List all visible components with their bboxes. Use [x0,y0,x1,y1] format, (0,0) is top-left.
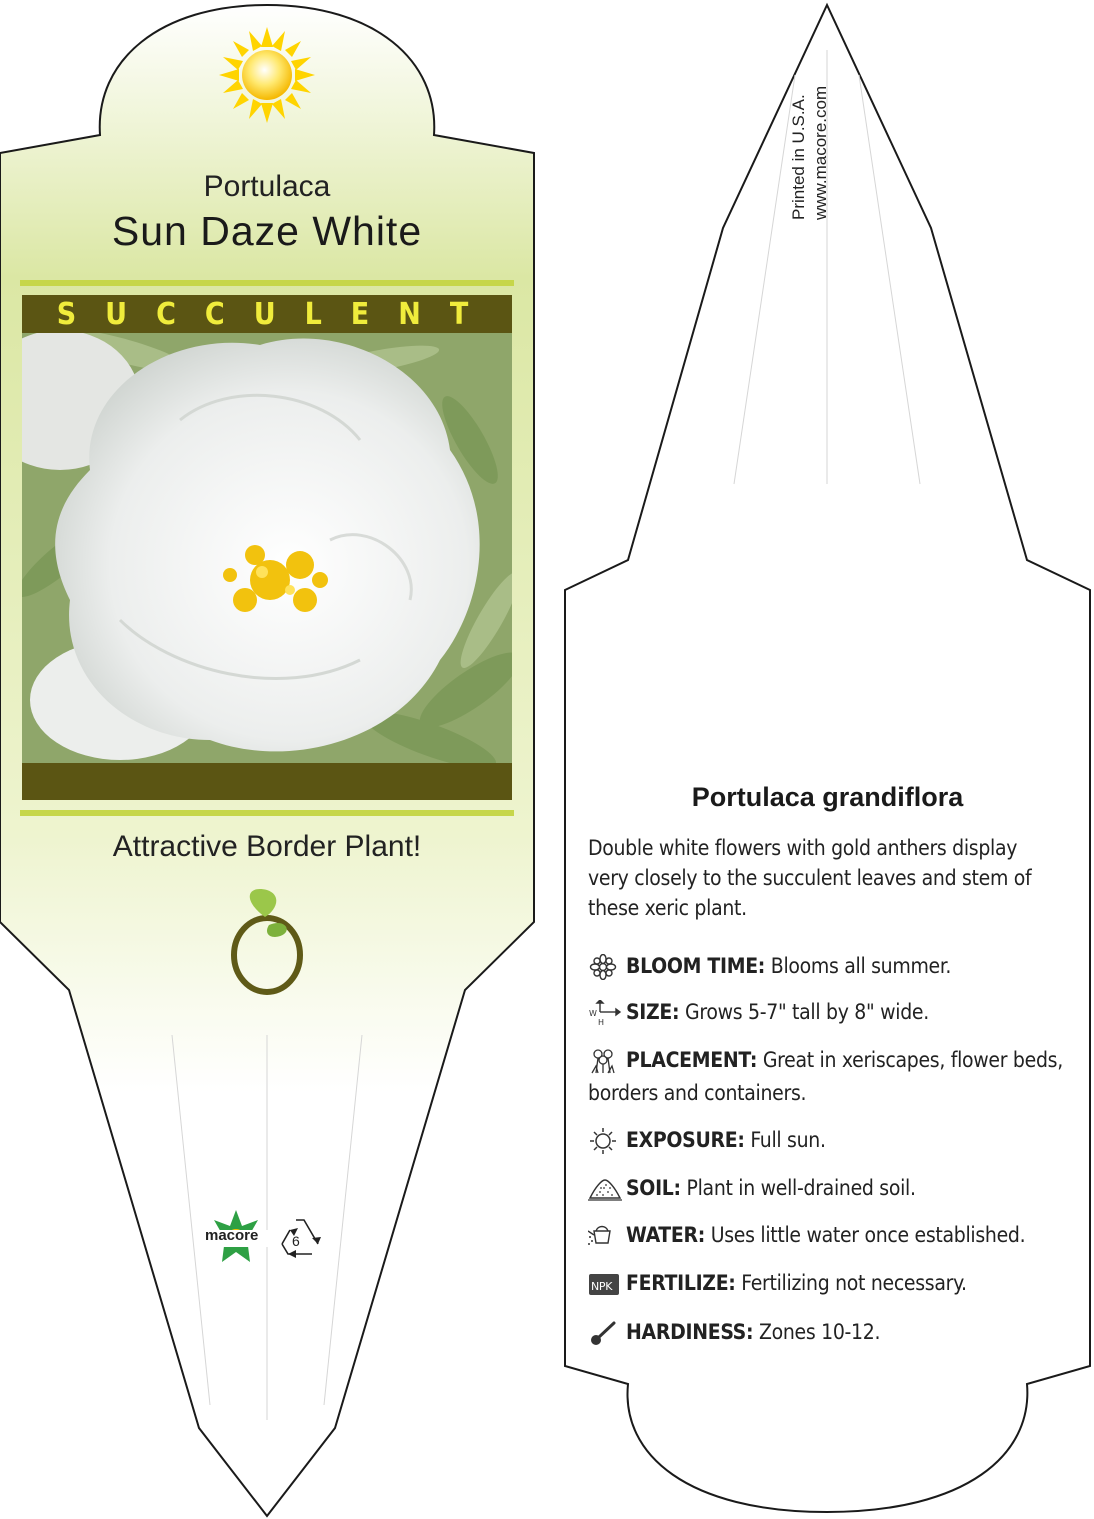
plant-description: Double white flowers with gold anthers display very closely to the succulent leaves and stem of these xeric plant. [588,836,1032,920]
sun-outline-icon [588,1128,622,1154]
care-value: Full sun. [750,1128,826,1152]
svg-text:NPK: NPK [591,1280,613,1293]
plant-variety: Sun Daze White [111,208,423,254]
flower-photo [0,320,529,779]
care-exposure [588,1124,1063,1157]
soil-pile-icon [588,1176,622,1202]
sun-icon [219,27,315,123]
care-bloom-time [588,950,1063,983]
care-soil [588,1172,1063,1205]
care-label: SIZE: [626,1000,680,1024]
recycle-code: 6 [292,1233,300,1249]
care-water [588,1219,1063,1252]
care-value: Plant in well-drained soil. [686,1176,916,1200]
photo-footer-band [22,763,512,800]
care-placement [588,1044,1063,1110]
care-label: WATER: [626,1223,706,1247]
care-size [588,996,1063,1029]
svg-text:W: W [589,1009,597,1018]
flower-icon [588,954,622,980]
care-value: Grows 5-7" tall by 8" wide. [685,1000,929,1024]
npk-icon [588,1271,622,1297]
care-label: EXPOSURE: [626,1128,745,1152]
care-label: SOIL: [626,1176,681,1200]
care-label: PLACEMENT: [626,1048,758,1072]
front-top-line [20,280,514,286]
plant-genus: Portulaca [203,170,331,203]
print-info [788,86,832,220]
care-value: Zones 10-12. [758,1320,881,1344]
front-bottom-line [20,810,514,816]
care-value: Great in xeriscapes, flower beds, borders and containers. [588,1048,1063,1105]
size-arrows-icon [588,1000,622,1026]
care-value: Blooms all summer. [770,954,952,978]
care-label: BLOOM TIME: [626,954,766,978]
plant-slogan: Attractive Border Plant! [112,830,422,863]
brand-name: macore [205,1227,259,1244]
botanical-name: Portulaca grandiflora [691,782,964,812]
care-hardiness [588,1316,1063,1349]
plant-category: SUCCULENT [56,297,498,332]
placement-flowers-icon [588,1048,622,1074]
svg-text:H: H [598,1018,604,1026]
care-label: HARDINESS: [626,1320,754,1344]
care-value: Fertilizing not necessary. [741,1271,967,1295]
care-label: FERTILIZE: [626,1271,736,1295]
care-value: Uses little water once established. [710,1223,1026,1247]
thermometer-icon [588,1320,622,1346]
website: www.macore.com [811,85,830,220]
watering-can-icon [588,1223,622,1249]
care-fertilize [588,1267,1063,1300]
printed-location: Printed in U.S.A. [789,94,808,220]
